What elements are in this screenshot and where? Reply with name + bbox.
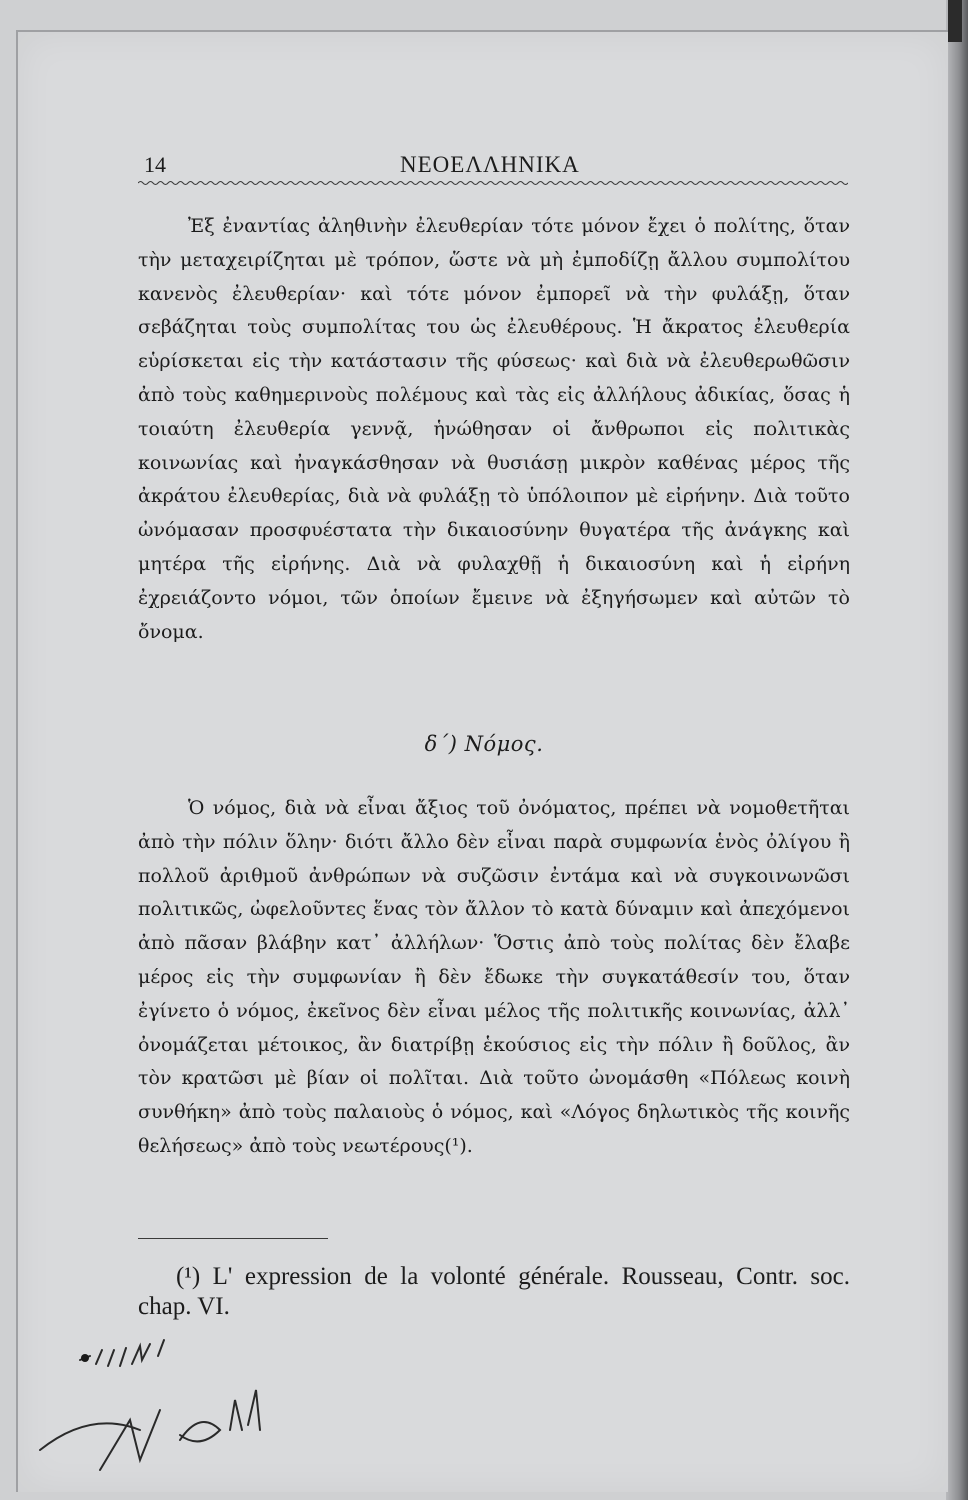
page-header (138, 152, 848, 182)
scan-tab-marker (948, 0, 962, 42)
footnote: (¹) L' expression de la volonté générale. Rousseau, Contr. soc. chap. VI. (138, 1263, 850, 1320)
header-wavy-rule (138, 180, 848, 186)
handwritten-marginalia (30, 1330, 330, 1500)
page-number: 14 (144, 152, 166, 177)
body-paragraph-2: Ὁ νόμος, διὰ νὰ εἶναι ἄξιος τοῦ ὀνόματος, πρέπει νὰ νομοθετῆται ἀπὸ τὴν πόλιν ὅλην· διότι ἄλλο δὲν εἶναι παρὰ συμφωνία ἑνὸς ὀλίγου ἢ πολλοῦ ἀριθμοῦ ἀνθρώπων νὰ συζῶσιν ἐντάμα καὶ νὰ συγκοινωνῶσι πολιτικῶς, ὠφελοῦντες ἕνας τὸν ἄλλον τὸ κατὰ δύναμιν καὶ ἀπεχόμενοι ἀπὸ πᾶσαν βλάβην κατ᾽ ἀλλήλων· Ὅστις ἀπὸ τοὺς πολίτας δὲν ἔλαβε μέρος εἰς τὴν συμφωνίαν ἢ δὲν ἔδωκε τὴν συγκατάθεσίν του, ὅταν ἐγίνετο ὁ νόμος, ἐκεῖνος δὲν εἶναι μέλος τῆς πολιτικῆς κοινωνίας, ἀλλ᾽ ὀνομάζεται μέτοικος, ἂν διατρίβῃ ἑκούσιος εἰς τὴν πόλιν ἢ δοῦλος, ἂν τὸν κρατῶσι μὲ βίαν οἱ πολῖται. Διὰ τοῦτο ὠνομάσθη «Πόλεως κοινὴ συνθήκη» ἀπὸ τοὺς παλαιοὺς ὁ νόμος, καὶ «Λόγος δηλωτικὸς τῆς κοινῆς θελήσεως» ἀπὸ τοὺς νεωτέρους(¹). (138, 797, 850, 1157)
running-title: ΝΕΟΕΛΛΗΝΙΚΑ (400, 152, 580, 177)
footnote-divider (138, 1238, 328, 1239)
body-paragraph-1: Ἐξ ἐναντίας ἀληθινὴν ἐλευθερίαν τότε μόνον ἔχει ὁ πολίτης, ὅταν τὴν μεταχειρίζηται μὲ τρόπον, ὥστε νὰ μὴ ἐμποδίζῃ ἄλλου συμπολίτου κανενὸς ἐλευθερίαν· καὶ τότε μόνον ἐμπορεῖ νὰ τὴν φυλάξῃ, ὅταν σεβάζηται τοὺς συμπολίτας του ὡς ἐλευθέρους. Ἡ ἄκρατος ἐλευθερία εὑρίσκεται εἰς τὴν κατάστασιν τῆς φύσεως· καὶ διὰ νὰ ἐλευθερωθῶσιν ἀπὸ τοὺς καθημερινοὺς πολέμους καὶ τὰς εἰς ἀλλήλους ἀδικίας, ὅσας ἡ τοιαύτη ἐλευθερία γεννᾷ, ἡνώθησαν οἱ ἄνθρωποι εἰς πολιτικὰς κοινωνίας καὶ ἠναγκάσθησαν νὰ θυσιάσῃ μικρὸν καθένας μέρος τῆς ἀκράτου ἐλευθερίας, διὰ νὰ φυλάξῃ τὸ ὑπόλοιπον μὲ εἰρήνην. Διὰ τοῦτο ὠνόμασαν προσφυέστατα τὴν δικαιοσύνην θυγατέρα τῆς ἀνάγκης καὶ μητέρα τῆς εἰρήνης. Διὰ νὰ φυλαχθῇ ἡ δικαιοσύνη καὶ ἡ εἰρήνη ἐχρειάζοντο νόμοι, τῶν ὁποίων ἔμεινε νὰ ἐξηγήσωμεν καὶ αὐτῶν τὸ ὄνομα. (138, 215, 850, 643)
section-heading: δ΄) Νόμος. (424, 732, 544, 756)
